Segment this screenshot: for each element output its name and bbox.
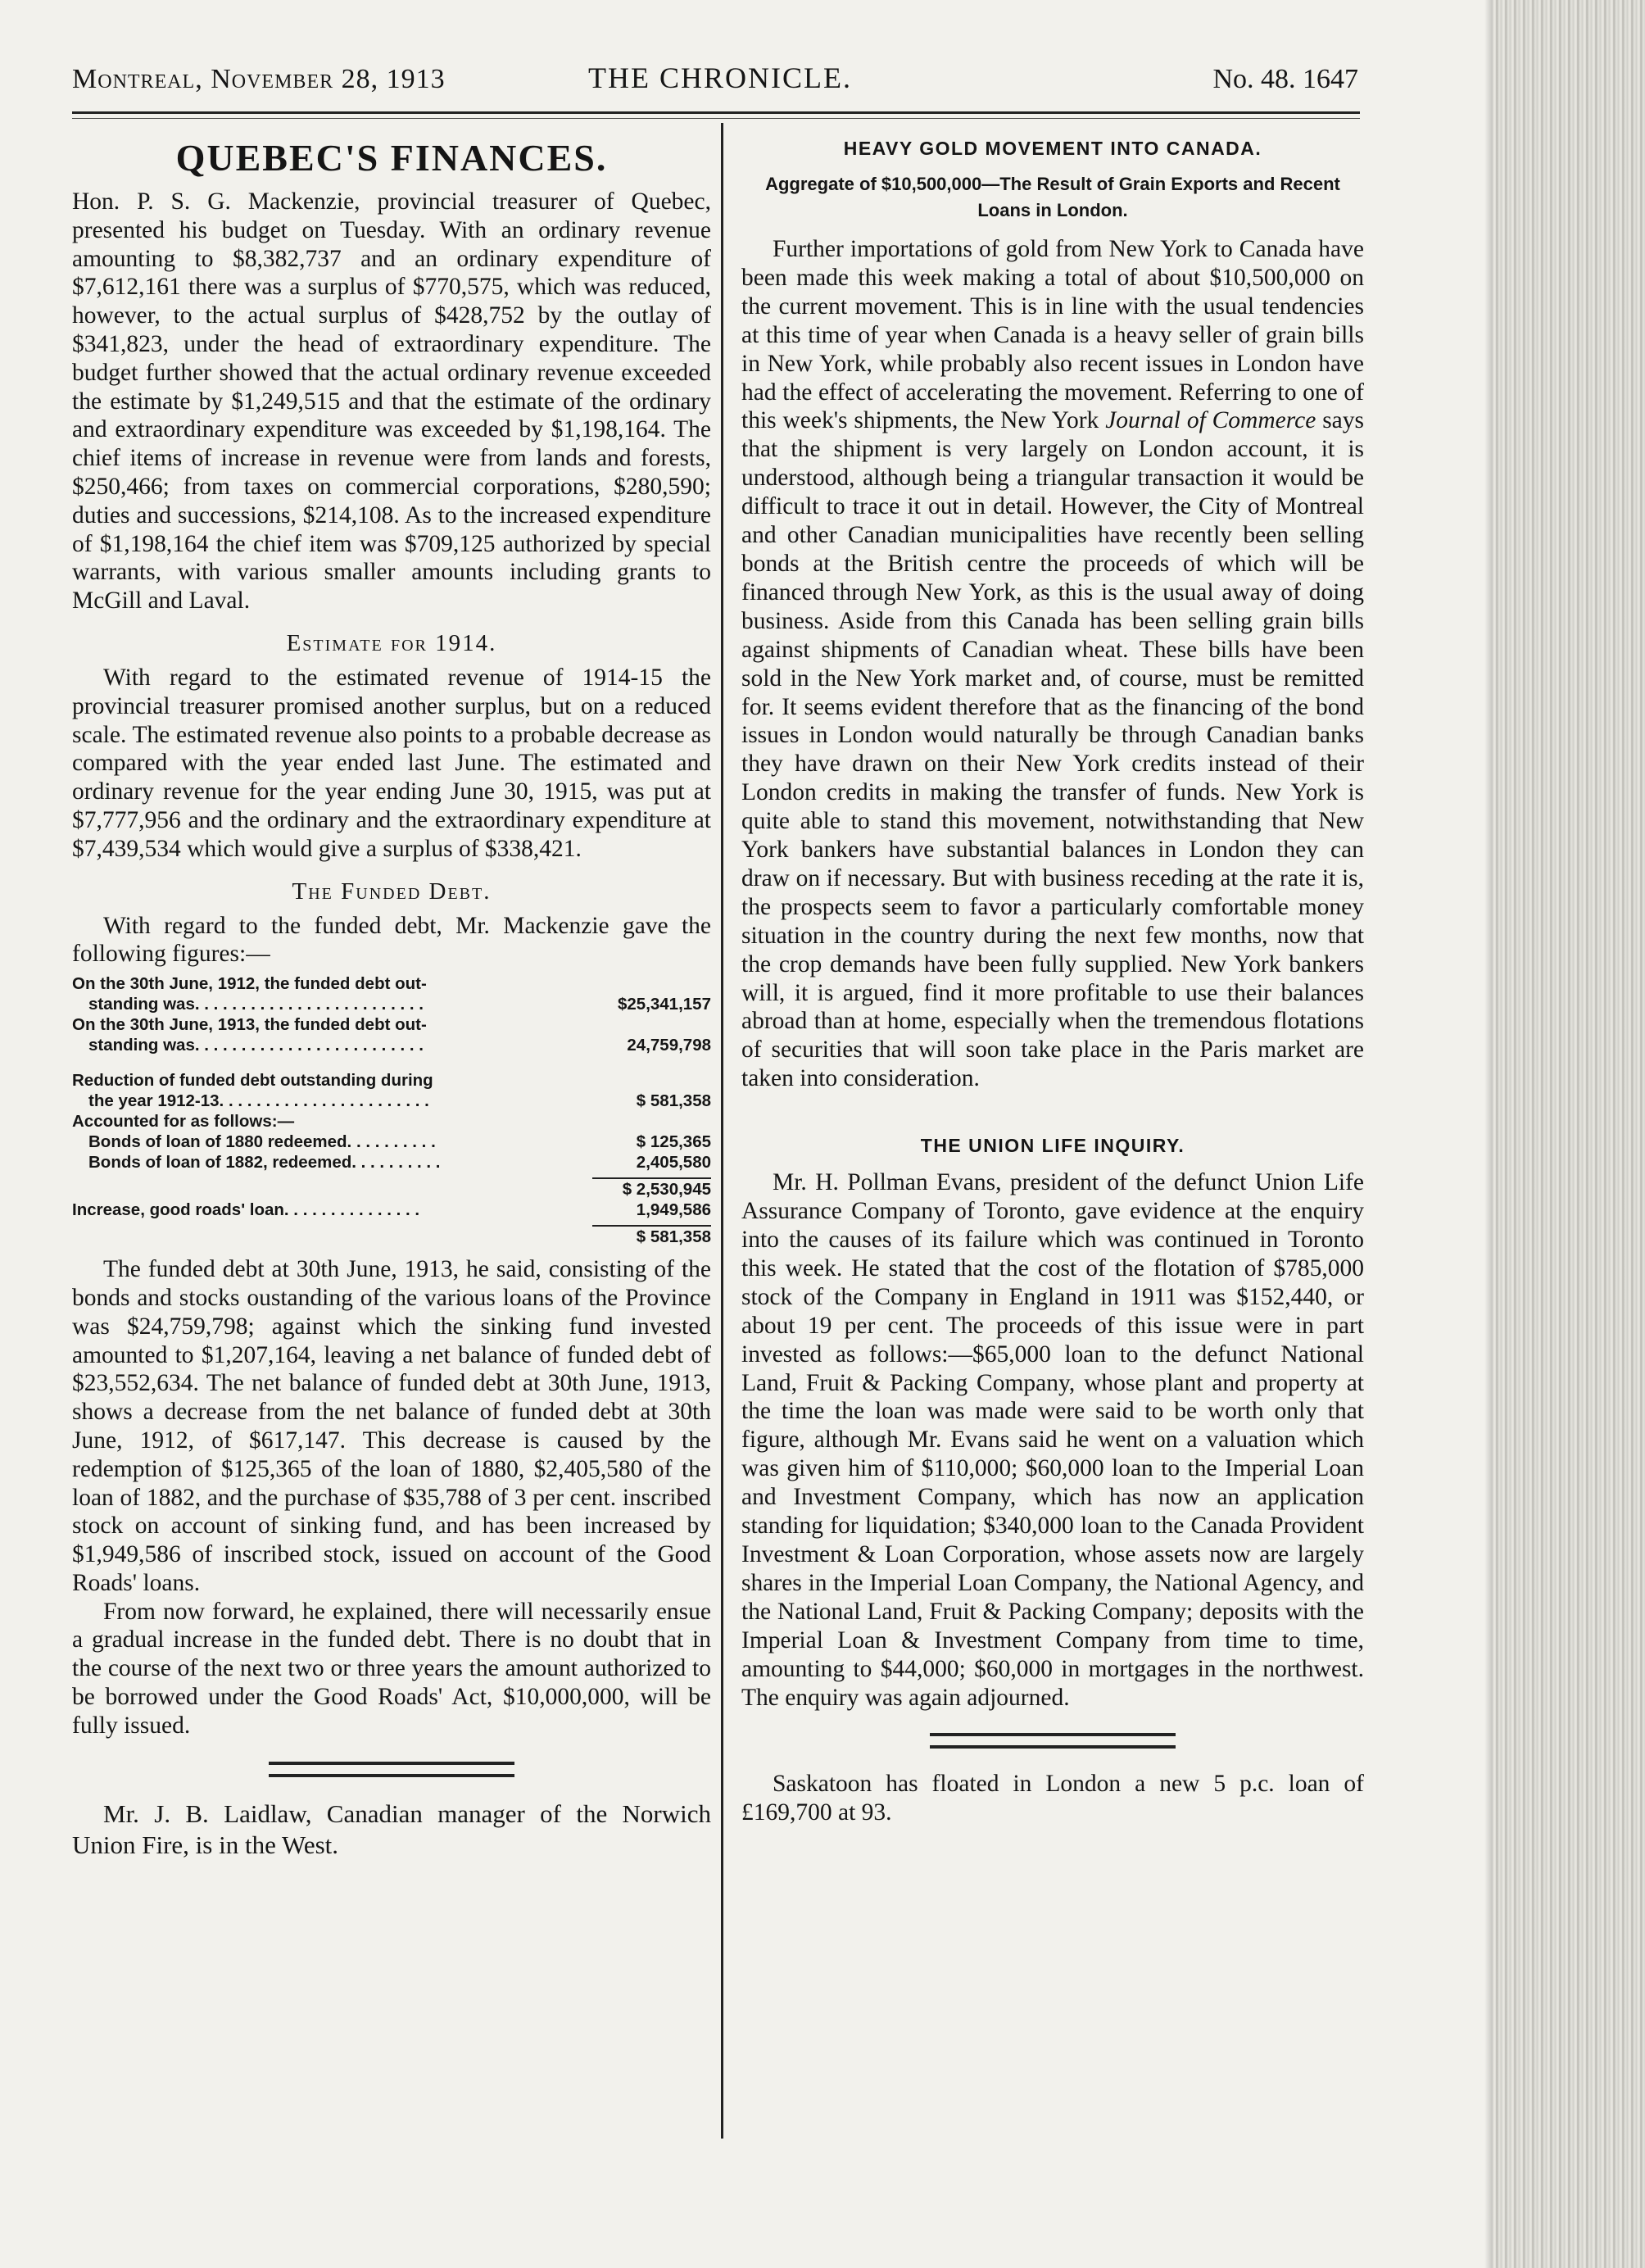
left-column	[72, 131, 711, 1861]
table-row	[72, 994, 711, 1014]
right-column	[741, 131, 1364, 1827]
table-row	[72, 1111, 711, 1132]
funded-debt-intro: With regard to the funded debt, Mr. Mackenzie gave the following figures:—	[72, 912, 711, 968]
laidlaw-note: Mr. J. B. Laidlaw, Canadian manager of the Norwich Union Fire, is in the West.	[72, 1799, 711, 1859]
table-value: $25,341,157	[617, 995, 711, 1014]
article-title-gold-movement: HEAVY GOLD MOVEMENT INTO CANADA.	[843, 138, 1262, 159]
table-label: the year 1912-13. . . . . . . . . . . . . . . . . . . . . . .	[88, 1091, 429, 1111]
funded-debt-paragraph: The funded debt at 30th June, 1913, he said, consisting of the bonds and stocks oustanding of the various loans of the Province was $24,759,798; against which the sinking fund invested amounted to $1,207,164, leaving a net balance of funded debt of $23,552,634. The net balance of funded debt at 30th June, 1913, shows a decrease from the net balance of funded debt at 30th June, 1912, of $617,147. This decrease is caused by the redemption of $125,365 of the loan of 1880, $2,405,580 of the loan of 1882, and the purchase of $35,788 of 3 per cent. inscribed stock on account of sinking fund, and has been increased by $1,949,586 of inscribed stock, issued on account of the Good Roads' loans.	[72, 1256, 711, 1596]
book-page-edges	[1493, 0, 1645, 2268]
funded-debt-table	[72, 973, 711, 1247]
page-header	[72, 57, 1358, 107]
gold-movement-paragraph: Further importations of gold from New York to Canada have been made this week making a total of about $10,500,000 on the current movement. This is in line with the usual tendencies at this time of year when Canada is a heavy seller of grain bills in New York, while probably also recent issues in London have had the effect of accelerating the movement. Referring to one of this week's shipments, the New York Journal of Commerce says that the shipment is very largely on London account, it is understood, although being a triangular transaction it would be difficult to trace it out in detail. However, the City of Montreal and other Canadian municipalities have recently been selling bonds at the British centre the proceeds of which will be financed through New York, as this is the usual away of doing business. Aside from this Canada has been selling grain bills against shipments of Canadian wheat. These bills have been sold in the New York market and, of course, must be remitted for. It seems evident therefore that as the financing of the bond issues in London would naturally be through Canadian banks they have drawn on their New York credits instead of their London credits in making the transfer of funds. New York is quite able to stand this movement, notwithstanding that New York bankers have substantial balances in London they can draw on if necessary. But with business receding at the rate it is, the prospects seem to favor a particularly comfortable money situation in the country during the next few months, now that the crop demands have been fully supplied. New York bankers will, it is argued, find it more profitable to use their balances abroad than at home, especially when the tremendous flotations of securities that will soon take place in the Paris market are taken into consideration.	[741, 236, 1365, 1092]
article-title-quebec-finances: QUEBEC'S FINANCES.	[175, 137, 608, 179]
forward-paragraph: From now forward, he explained, there will necessarily ensue a gradual increase in the funded debt. There is no doubt that in the course of the next two or three years the amount authorized to be borrowed under the Good Roads' Act, $10,000,000, will be fully issued.	[72, 1598, 711, 1739]
table-label: Bonds of loan of 1880 redeemed. . . . . . . . . .	[88, 1132, 436, 1152]
table-label: Accounted for as follows:—	[72, 1112, 295, 1132]
header-issue-page: No. 48. 1647	[1212, 64, 1358, 94]
table-row	[72, 1200, 711, 1220]
table-label: Bonds of loan of 1882, redeemed. . . . . . . . . .	[88, 1153, 441, 1173]
table-label: standing was. . . . . . . . . . . . . . . . . . . . . . . . .	[88, 995, 424, 1014]
header-masthead: THE CHRONICLE.	[588, 61, 852, 94]
table-value: 2,405,580	[636, 1153, 711, 1173]
journal-of-commerce-title: Journal of Commerce	[1105, 407, 1316, 434]
estimate-paragraph: With regard to the estimated revenue of 1914-15 the provincial treasurer promised another surplus, but on a reduced scale. The estimated revenue also points to a probable decrease as compared with the year ended last June. The estimated and ordinary revenue for the year ending June 30, 1915, was put at $7,777,956 and the ordinary and the extraordinary expenditure at $7,439,534 which would give a surplus of $338,421.	[72, 664, 711, 862]
table-label: On the 30th June, 1912, the funded debt out-	[72, 974, 427, 994]
table-row	[72, 1227, 711, 1247]
section-double-rule	[269, 1762, 514, 1777]
table-label: Increase, good roads' loan. . . . . . . . . . . . . . .	[72, 1200, 420, 1220]
table-row	[72, 1070, 711, 1091]
section-double-rule	[930, 1733, 1176, 1749]
table-value: $ 125,365	[636, 1132, 711, 1152]
estimate-subheading: Estimate for 1914.	[286, 629, 497, 656]
table-value: $ 2,530,945	[622, 1180, 711, 1200]
table-value: 1,949,586	[636, 1200, 711, 1220]
gold-movement-deck: Aggregate of $10,500,000—The Result of Grain Exports and Recent Loans in London.	[765, 174, 1340, 220]
saskatoon-note: Saskatoon has floated in London a new 5 p.c. loan of £169,700 at 93.	[741, 1771, 1364, 1826]
table-value: $ 581,358	[636, 1091, 711, 1111]
table-row	[72, 1014, 711, 1035]
header-dateline: Montreal, November 28, 1913	[72, 64, 446, 94]
header-rule-thin	[72, 118, 1360, 119]
funded-debt-subheading: The Funded Debt.	[292, 878, 492, 905]
table-row	[72, 1179, 711, 1200]
quebec-intro-paragraph: Hon. P. S. G. Mackenzie, provincial treasurer of Quebec, presented his budget on Tuesday. With an ordinary revenue amounting to $8,382,737 and an ordinary expenditure of $7,612,161 there was a surplus of $770,575, which was reduced, however, to the actual surplus of $428,752 by the outlay of $341,823, under the head of extraordinary expenditure. The budget further showed that the actual ordinary revenue exceeded the estimate by $1,249,515 and that the estimate of the ordinary and extraordinary expenditure was exceeded by $1,198,164. The chief items of increase in revenue were from lands and forests, $250,466; from taxes on commercial corporations, $280,590; duties and successions, $214,108. As to the increased expenditure of $1,198,164 the chief item was $709,125 authorized by special warrants, with various smaller amounts including grants to McGill and Laval.	[72, 188, 711, 615]
table-row	[72, 1035, 711, 1055]
article-title-union-life: THE UNION LIFE INQUIRY.	[920, 1135, 1185, 1157]
table-label: Reduction of funded debt outstanding during	[72, 1071, 433, 1091]
header-rule	[72, 111, 1360, 114]
table-label: standing was. . . . . . . . . . . . . . . . . . . . . . . . .	[88, 1036, 424, 1055]
column-divider	[721, 123, 723, 2139]
table-row	[72, 1152, 711, 1173]
table-value: 24,759,798	[627, 1036, 711, 1055]
table-row	[72, 1132, 711, 1152]
table-row	[72, 973, 711, 994]
union-life-paragraph: Mr. H. Pollman Evans, president of the defunct Union Life Assurance Company of Toronto, gave evidence at the enquiry into the causes of its failure which was continued in Toronto this week. He stated that the cost of the flotation of $785,000 stock of the Company in England in 1911 was $152,440, or about 19 per cent. The proceeds of this issue were in part invested as follows:—$65,000 loan to the defunct National Land, Fruit & Packing Company, whose plant and property at the time the loan was made were said to be worth only that figure, although Mr. Evans said he went on a valuation which was given him of $110,000; $60,000 loan to the Imperial Loan and Investment Company, which has now an application standing for liquidation; $340,000 loan to the Canada Provident Investment & Loan Corporation, whose assets now are largely shares in the Imperial Loan Company, the National Agency, and the National Land, Fruit & Packing Company; deposits with the Imperial Loan & Investment Company from time to time, amounting to $44,000; $60,000 in mortgages in the northwest. The enquiry was again adjourned.	[741, 1169, 1364, 1711]
table-value: $ 581,358	[636, 1227, 711, 1247]
table-label: On the 30th June, 1913, the funded debt out-	[72, 1015, 427, 1035]
table-row	[72, 1091, 711, 1111]
